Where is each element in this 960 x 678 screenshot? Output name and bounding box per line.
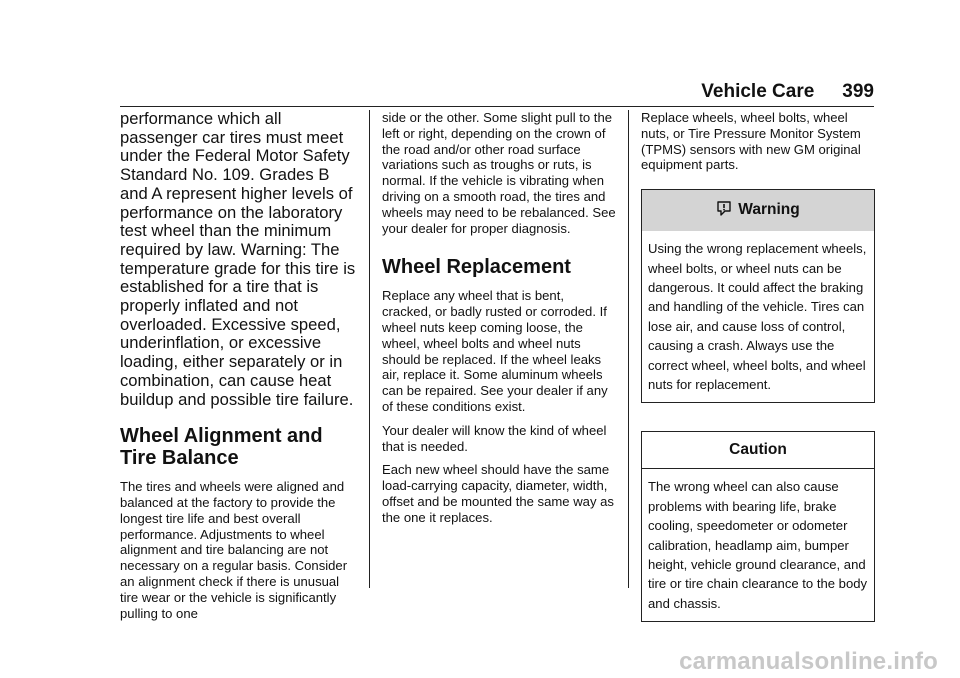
column-left <box>120 110 356 629</box>
body-paragraph: Each new wheel should have the same load-carrying capacity, diameter, width, offset and be mounted the same way as the one it replaces. <box>382 462 614 525</box>
section-heading: Wheel Alignment and Tire Balance <box>120 425 323 470</box>
caution-body: The wrong wheel can also cause problems with bearing life, brake cooling, speedometer or odometer calibration, headlamp aim, bumper height, vehicle ground clearance, and tire or tire chain clearance to the body and chassis. <box>648 479 868 611</box>
warning-header <box>642 190 874 231</box>
warning-icon <box>716 200 732 222</box>
body-paragraph: Replace any wheel that is bent, cracked, or badly rusted or corroded. If wheel nuts keep coming loose, the wheel, wheel bolts and wheel nuts should be replaced. If the wheel leaks air, replace it. Some aluminum wheels can be repaired. See your dealer if any of these conditions exist. <box>382 288 608 414</box>
watermark: carmanualsonline.info <box>679 648 938 675</box>
page-number: 399 <box>842 81 874 102</box>
body-paragraph: Replace wheels, wheel bolts, wheel nuts, or Tire Pressure Monitor System (TPMS) sensors with new GM original equipment parts. <box>641 110 861 173</box>
warning-box <box>641 189 875 403</box>
warning-body: Using the wrong replacement wheels, wheel bolts, or wheel nuts can be dangerous. It could affect the braking and handling of the vehicle. Tires can lose air, and cause loss of control, causing a crash. Always use the correct wheel, wheel bolts, and wheel nuts for replacement. <box>648 241 867 393</box>
section-heading: Wheel Replacement <box>382 256 571 279</box>
intro-paragraph: performance which all passenger car tires must meet under the Federal Motor Safety Standard No. 109. Grades B and A represent higher levels of performance on the laboratory test wheel than the minimum required by law. Warning: The temperature grade for this tire is established for a tire that is properly inflated and not overloaded. Excessive speed, underinflation, or excessive loading, either separately or in combination, can cause heat buildup and possible tire failure. <box>120 109 356 409</box>
page-header <box>120 80 874 107</box>
warning-title: Warning <box>738 201 800 219</box>
caution-header: Caution <box>642 432 874 469</box>
section-title: Vehicle Care <box>701 81 815 102</box>
body-paragraph: side or the other. Some slight pull to the left or right, depending on the crown of the road and/or other road surface variations such as troughs or ruts, is normal. If the vehicle is vibrating when driving on a smooth road, the tires and wheels may need to be rebalanced. See your dealer for proper diagnosis. <box>382 110 616 236</box>
caution-box <box>641 431 875 622</box>
column-divider <box>628 110 629 588</box>
column-divider <box>369 110 370 588</box>
column-right <box>641 110 875 622</box>
column-middle <box>382 110 617 534</box>
body-paragraph: Your dealer will know the kind of wheel that is needed. <box>382 422 607 454</box>
body-paragraph: The tires and wheels were aligned and balanced at the factory to provide the longest tire life and best overall performance. Adjustments to wheel alignment and tire balancing are not necessary on a regular basis. Consider an alignment check if there is unusual tire wear or the vehicle is significantly pulling to one <box>120 479 348 621</box>
